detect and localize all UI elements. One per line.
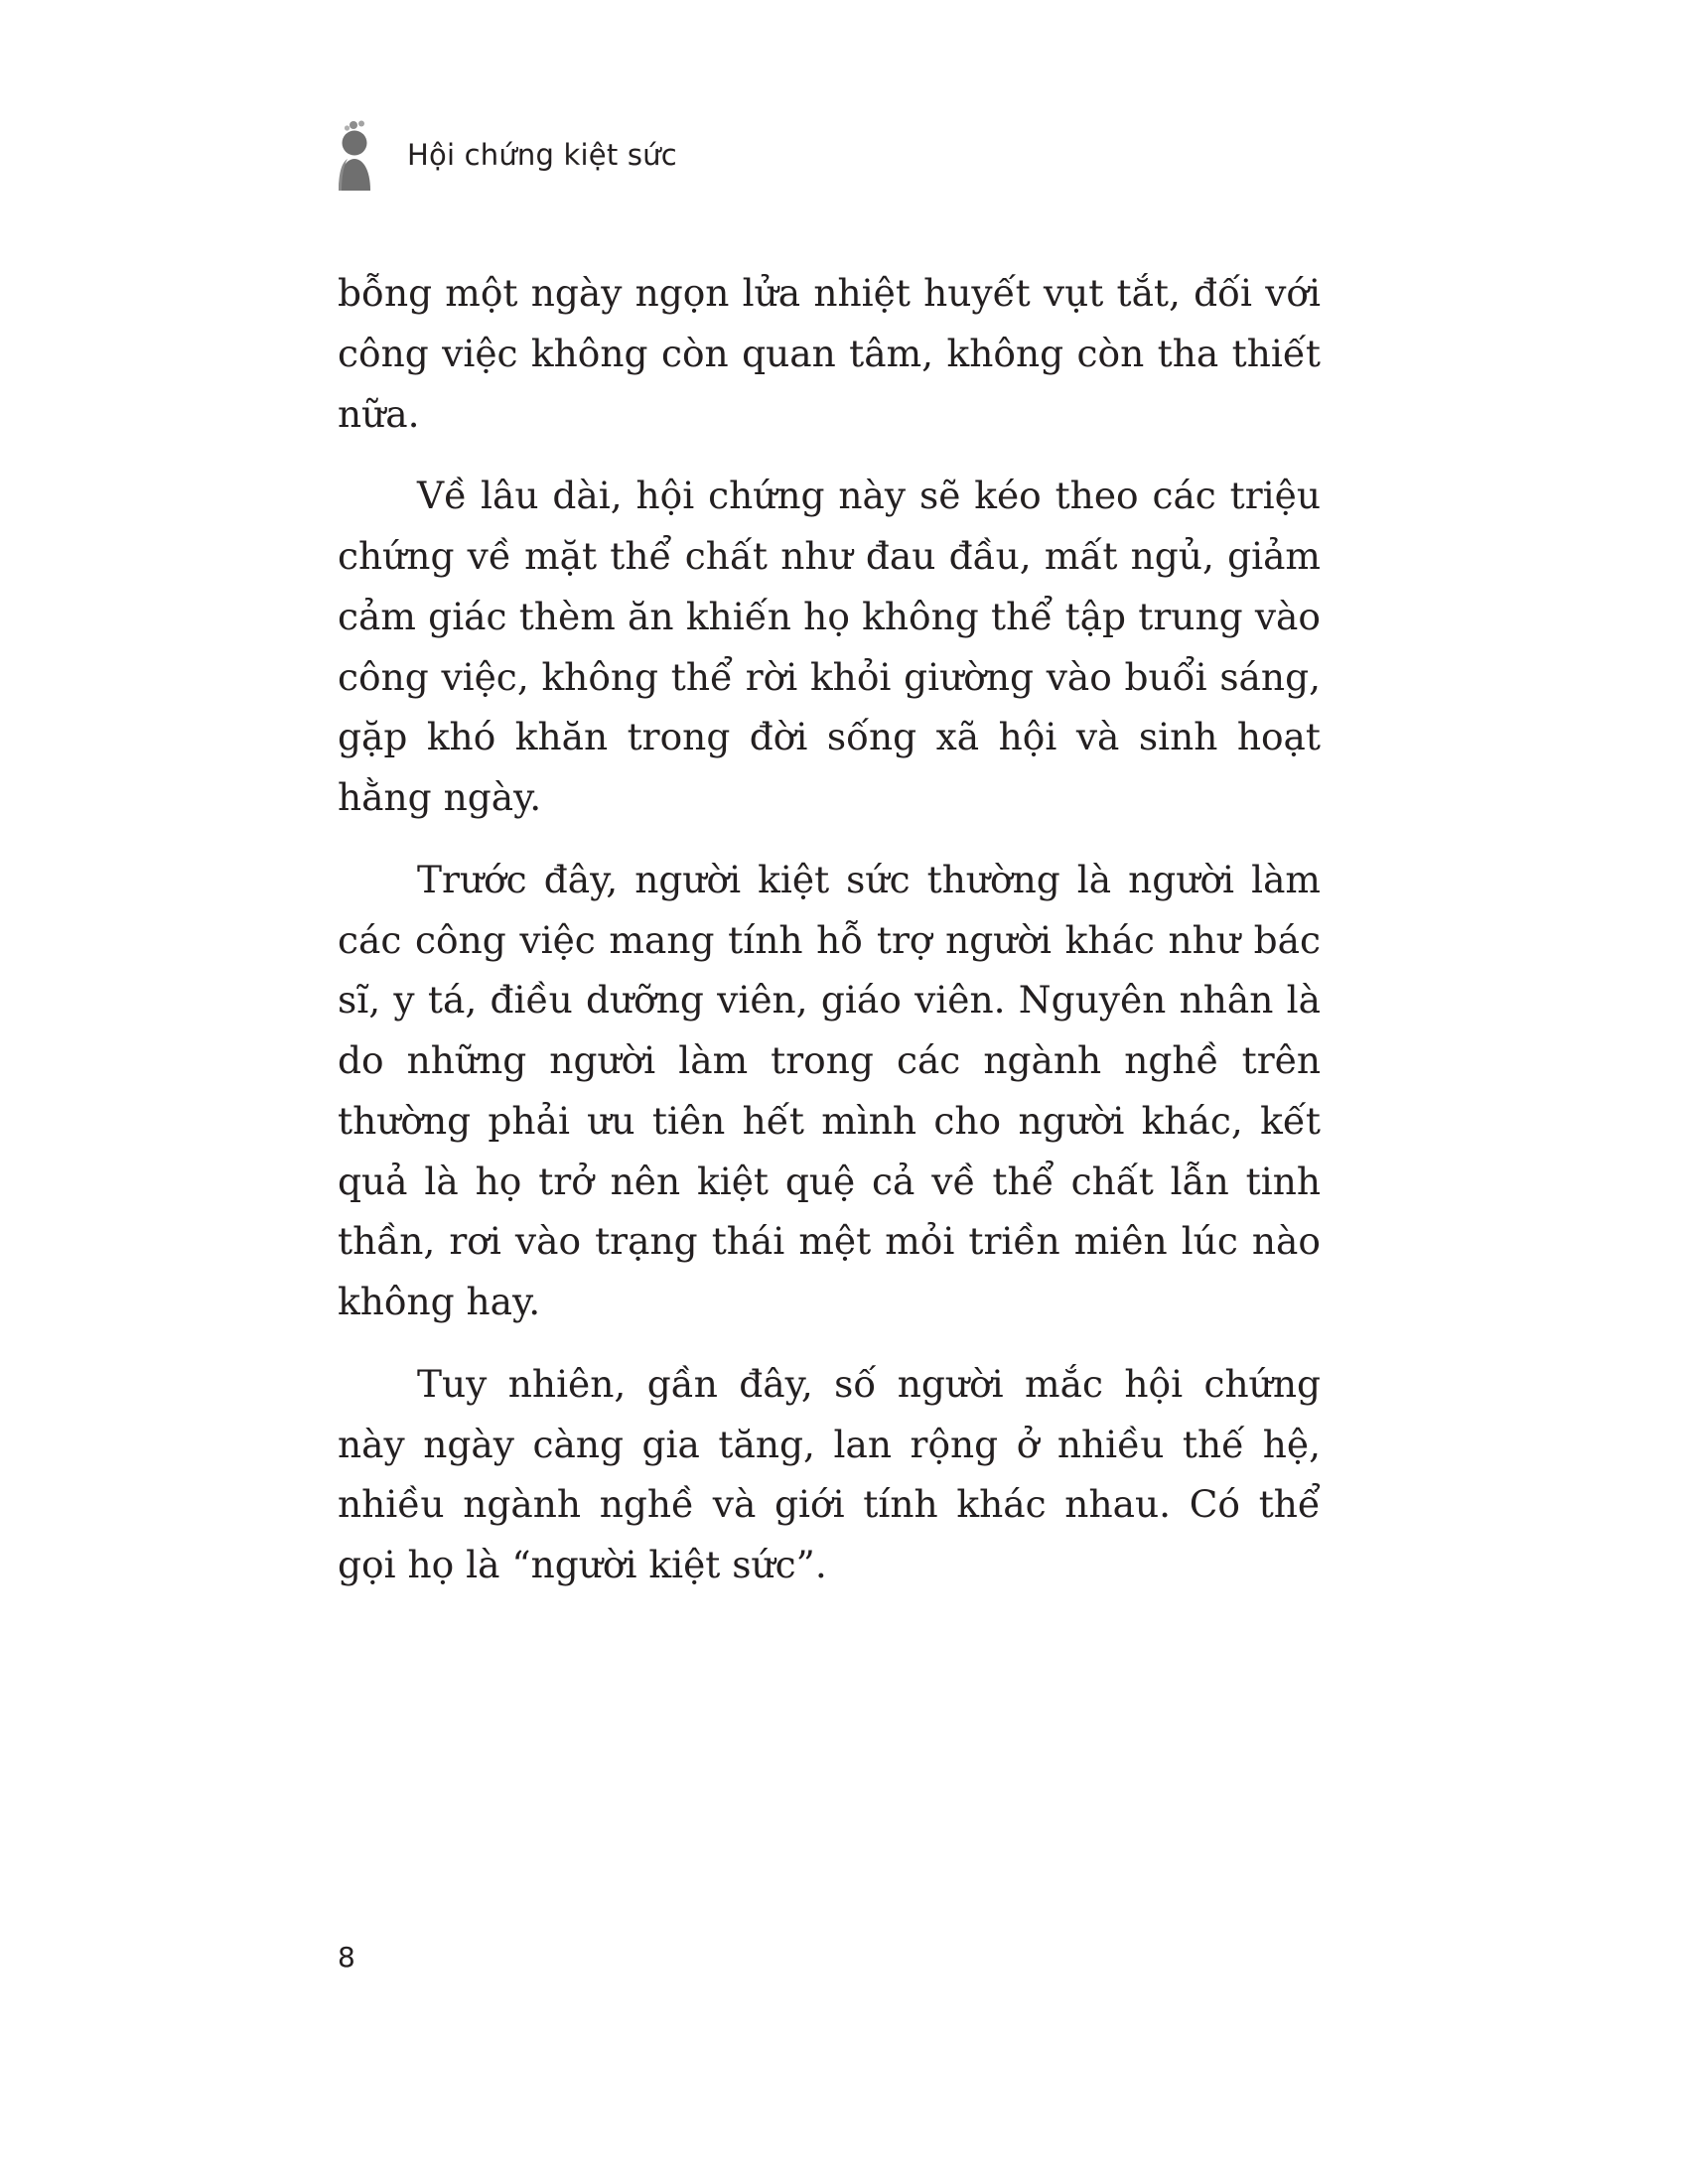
running-header-title: Hội chứng kiệt sức [407,138,677,172]
paragraph: Tuy nhiên, gần đây, số người mắc hội chứng này ngày càng gia tăng, lan rộng ở nhiều thế hệ, nhiều ngành nghề và giới tính khác nhau. Có thể gọi họ là “người kiệt sức”. [338,1361,1321,1586]
page-number: 8 [338,1941,355,1974]
running-header [328,119,677,191]
paragraph: bỗng một ngày ngọn lửa nhiệt huyết vụt tắt, đối với công việc không còn quan tâm, không còn tha thiết nữa. [338,271,1321,436]
paragraph: Về lâu dài, hội chứng này sẽ kéo theo các triệu chứng về mặt thể chất như đau đầu, mất ngủ, giảm cảm giác thèm ăn khiến họ không thể tập trung vào công việc, không thể rời khỏi giường vào buổi sáng, gặp khó khăn trong đời sống xã hội và sinh hoạt hằng ngày. [338,474,1321,819]
page-body [338,263,1321,1605]
burnout-figure-icon [328,119,385,191]
paragraph: Trước đây, người kiệt sức thường là người làm các công việc mang tính hỗ trợ người khác như bác sĩ, y tá, điều dưỡng viên, giáo viên. Nguyên nhân là do những người làm trong các ngành nghề trên thường phải ưu tiên hết mình cho người khác, kết quả là họ trở nên kiệt quệ cả về thể chất lẫn tinh thần, rơi vào trạng thái mệt mỏi triền miên lúc nào không hay. [338,857,1321,1323]
